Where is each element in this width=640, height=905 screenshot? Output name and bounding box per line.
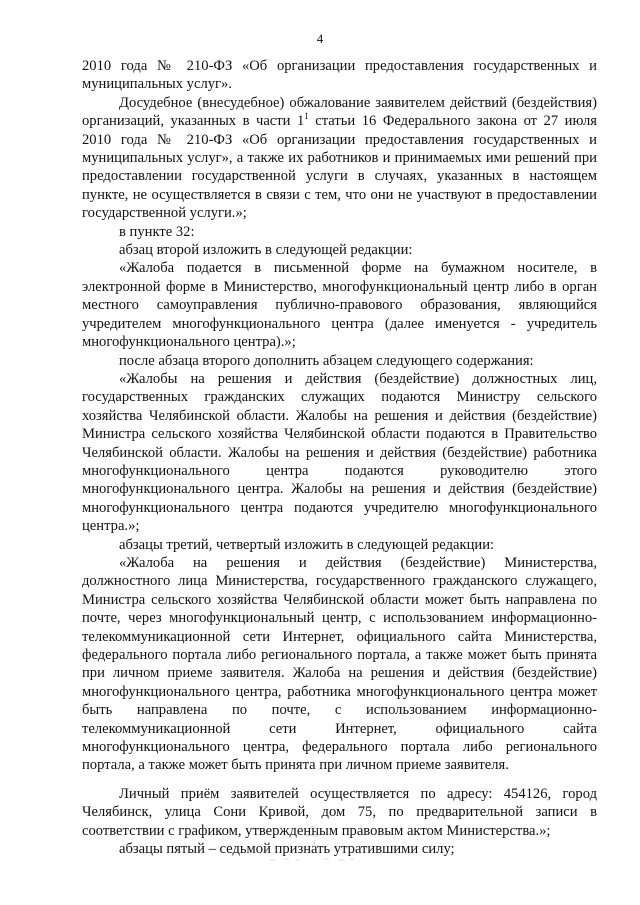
faint-stamp-mark <box>262 822 362 866</box>
paragraph-repeal-abzacs: абзацы пятый – седьмой признать утратившими силу; <box>119 841 455 858</box>
paragraph-complaint-submission: «Жалоба подается в письменной форме на бумажном носителе, в электронной форме в Министерство, многофункциональный центр либо в орган местного самоуправления публично-правового образования, являющийся учредителем многофункционального центра (далее именуется - учредитель многофункционального центра).»; <box>82 260 597 351</box>
paragraph-pretrial-appeal <box>82 94 597 223</box>
paragraph-second-abzac-instruction: абзац второй изложить в следующей редакции: <box>119 242 413 259</box>
paragraph-complaint-channels: «Жалоба на решения и действия (бездействие) Министерства, должностного лица Министерства, государственного гражданского служащего, Министра сельского хозяйства Челябинской области может быть направлена по почте, через многофункциональный центр, с использованием информационно-телекоммуникационной сети Интернет, официального сайта Министерства, федерального портала либо регионального портала, а также может быть принята при личном приеме заявителя. Жалоба на решения и действия (бездействие) многофункционального центра, работника многофункционального центра может быть направлена по почте, с использованием информационно-телекоммуникационной сети Интернет, официального сайта многофункционального центра, федерального портала либо регионального портала, а также может быть принята при личном приеме заявителя. <box>82 554 597 774</box>
document-body <box>82 57 597 858</box>
paragraph-add-abzac-instruction: после абзаца второго дополнить абзацем следующего содержания: <box>119 352 534 369</box>
paragraph-pretrial-appeal-part2: статьи 16 Федерального закона от 27 июля 2010 года № 210-ФЗ «Об организации предоставления государственных и муниципальных услуг», а также их работников и принимаемых ими решений при предоставлении государственной услуги в случаях, указанных в настоящем пункте, не осуществляется в связи с тем, что они не участвуют в предоставлении государственной услуги.»; <box>82 113 597 222</box>
page-number: 4 <box>316 31 324 46</box>
paragraph-personal-reception: Личный приём заявителей осуществляется по адресу: 454126, город Челябинск, улица Сони Кривой, дом 75, по предварительной записи в соответствии с графиком, утвержденным правовым актом Министерства.»; <box>82 785 597 839</box>
paragraph-law-reference-continuation: 2010 года № 210-ФЗ «Об организации предоставления государственных и муниципальных услуг». <box>82 58 597 93</box>
paragraph-third-fourth-abzac-instruction: абзацы третий, четвертый изложить в следующей редакции: <box>119 536 495 553</box>
paragraph-point-32: в пункте 32: <box>119 223 195 240</box>
superscript-1: 1 <box>304 111 309 122</box>
paragraph-complaints-addressees: «Жалобы на решения и действия (бездействие) должностных лиц, государственных гражданских служащих подаются Министру сельского хозяйства Челябинской области. Жалобы на решения и действия (бездействие) Министра сельского хозяйства Челябинской области подаются в Правительство Челябинской области. Жалобы на решения и действия (бездействие) работника многофункционального центра подаются руководителю этого многофункционального центра. Жалобы на решения и действия (бездействие) многофункционального центра подаются учредителю многофункционального центра.»; <box>82 370 597 535</box>
paragraph-pretrial-appeal-part1: Досудебное (внесудебное) обжалование заявителем действий (бездействия) организаций, указанных в части 1 <box>82 94 597 130</box>
